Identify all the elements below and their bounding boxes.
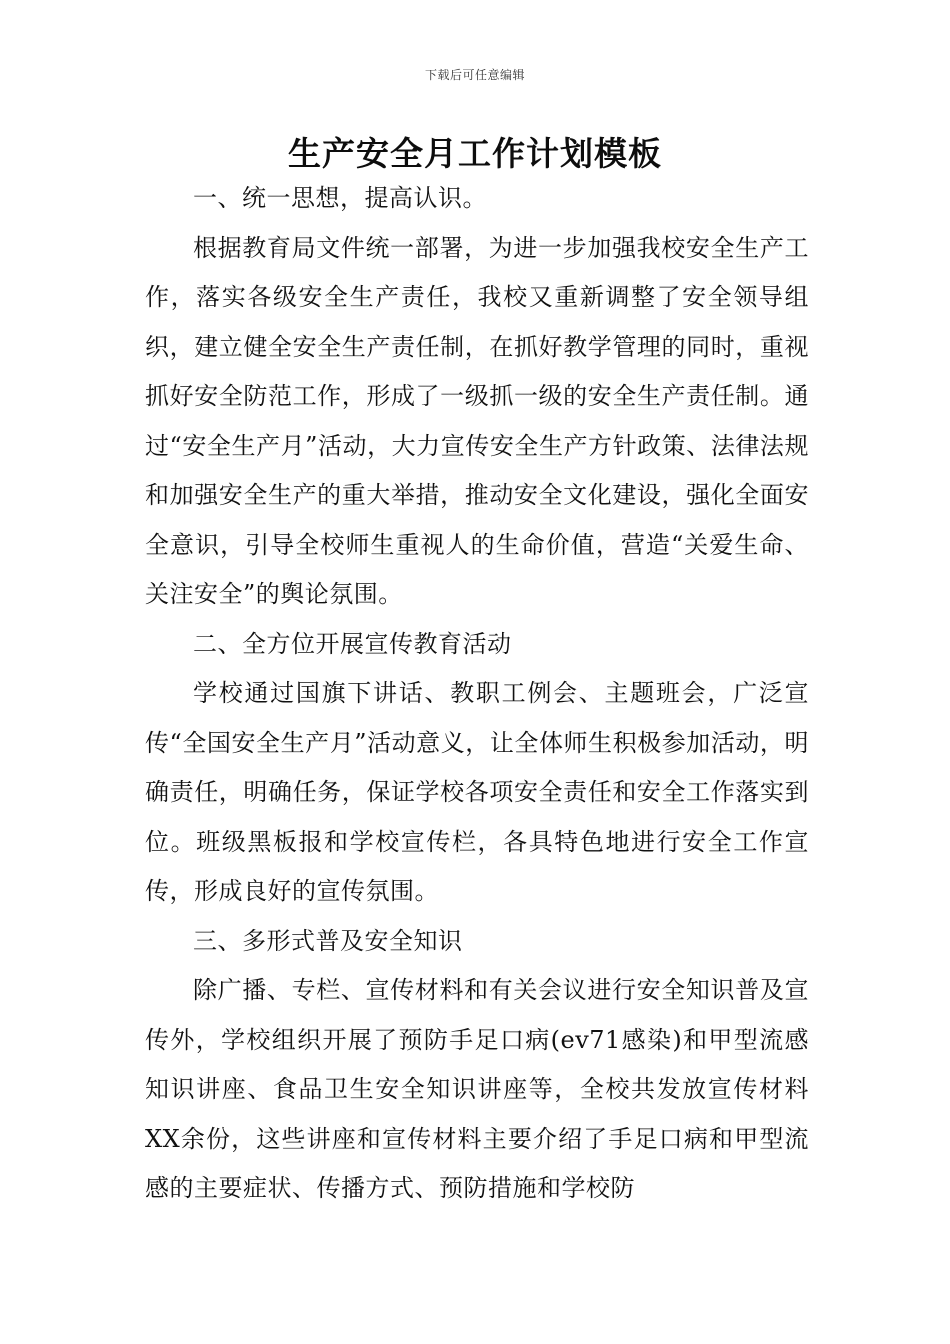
header-note: 下载后可任意编辑: [424, 68, 525, 82]
paragraph-1: 根据教育局文件统一部署，为进一步加强我校安全生产工作，落实各级安全生产责任，我校又重新调整了安全领导组织，建立健全安全生产责任制，在抓好教学管理的同时，重视抓好安全防范工作，形成了一级抓一级的安全生产责任制。通过“安全生产月”活动，大力宣传安全生产方针政策、法律法规和加强安全生产的重大举措，推动安全文化建设，强化全面安全意识，引导全校师生重视人的生命价值，营造“关爱生命、关注安全”的舆论氛围。: [145, 233, 809, 608]
document-body: [145, 174, 809, 1214]
paragraph-3: 除广播、专栏、宣传材料和有关会议进行安全知识普及宣传外，学校组织开展了预防手足口病(ev71感染)和甲型流感知识讲座、食品卫生安全知识讲座等，全校共发放宣传材料XX余份，这些讲座和宣传材料主要介绍了手足口病和甲型流感的主要症状、传播方式、预防措施和学校防: [145, 976, 809, 1202]
section-heading-2: 二、全方位开展宣传教育活动: [193, 629, 512, 658]
document-title: 生产安全月工作计划模板: [288, 134, 662, 173]
section-heading-3: 三、多形式普及安全知识: [193, 926, 463, 955]
paragraph-2: 学校通过国旗下讲话、教职工例会、主题班会，广泛宣传“全国安全生产月”活动意义，让全体师生积极参加活动，明确责任，明确任务，保证学校各项安全责任和安全工作落实到位。班级黑板报和学校宣传栏，各具特色地进行安全工作宣传，形成良好的宣传氛围。: [145, 679, 809, 905]
section-heading-1: 一、统一思想，提高认识。: [193, 184, 487, 212]
